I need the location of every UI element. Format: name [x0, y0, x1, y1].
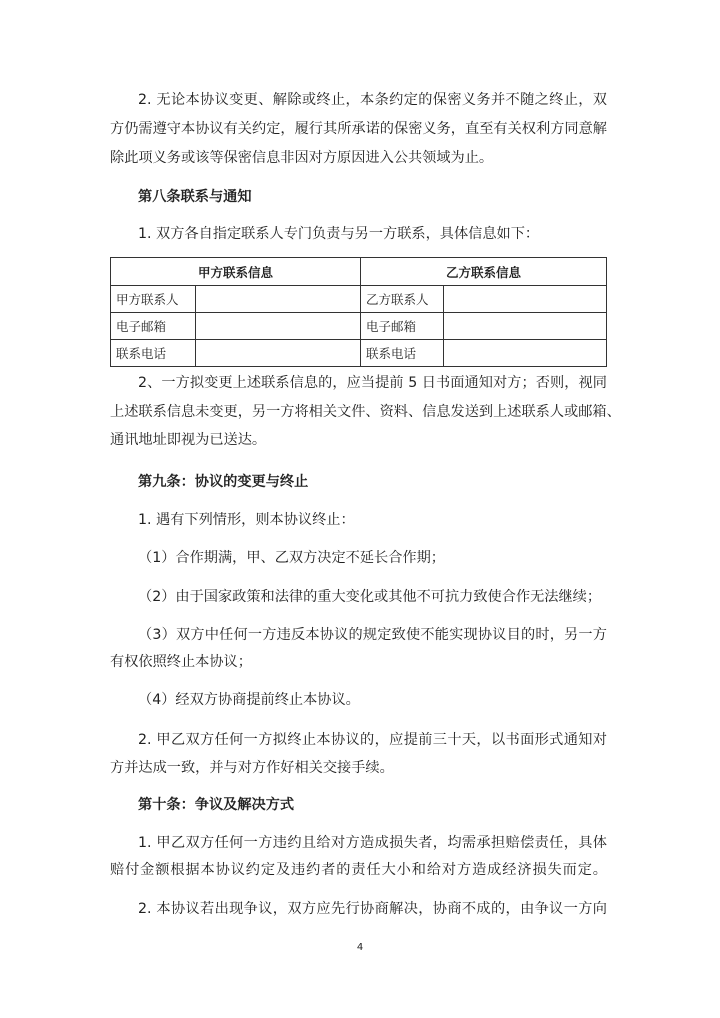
- paragraph-line: 1. 遇有下列情形，则本协议终止：: [138, 512, 355, 528]
- page-number: 4: [356, 942, 364, 953]
- paragraph-line: 上述联系信息未变更，另一方将相关文件、资料、信息发送到上述联系人或邮箱、: [110, 404, 621, 420]
- table-cell: [196, 340, 361, 367]
- table-cell: [196, 286, 361, 313]
- paragraph-line: （1）合作期满，甲、乙双方决定不延长合作期；: [138, 550, 445, 566]
- paragraph-line: 2. 本协议若出现争议，双方应先行协商解决，协商不成的，由争议一方向: [138, 901, 607, 917]
- contact-table: [110, 257, 607, 367]
- paragraph-line: 赔付金额根据本协议约定及违约者的责任大小和给对方造成经济损失而定。: [110, 862, 607, 878]
- paragraph-line: 2. 无论本协议变更、解除或终止，本条约定的保密义务并不随之终止，双: [138, 92, 607, 108]
- table-row: [111, 286, 607, 313]
- table-row: [111, 340, 607, 367]
- table-cell: 乙方联系人: [361, 286, 444, 313]
- section-heading: 第十条：争议及解决方式: [138, 797, 295, 813]
- paragraph-line: 1. 双方各自指定联系人专门负责与另一方联系，具体信息如下：: [138, 226, 540, 242]
- paragraph-line: 1. 甲乙双方任何一方违约且给对方造成损失者，均需承担赔偿责任，具体: [138, 835, 607, 851]
- table-row: [111, 313, 607, 340]
- paragraph-line: （2）由于国家政策和法律的重大变化或其他不可抗力致使合作无法继续；: [138, 589, 602, 605]
- section-heading: 第八条联系与通知: [138, 189, 252, 205]
- table-cell: 甲方联系人: [111, 286, 196, 313]
- table-header: 甲方联系信息: [111, 258, 361, 286]
- section-heading: 第九条：协议的变更与终止: [138, 474, 309, 490]
- table-cell: 联系电话: [361, 340, 444, 367]
- table-cell: 联系电话: [111, 340, 196, 367]
- paragraph-line: 方仍需遵守本协议有关约定，履行其所承诺的保密义务，直至有关权利方同意解: [110, 121, 607, 137]
- table-cell: 电子邮箱: [361, 313, 444, 340]
- paragraph-line: 通讯地址即视为已送达。: [110, 432, 267, 448]
- paragraph-line: 方并达成一致，并与对方作好相关交接手续。: [110, 760, 394, 776]
- table-cell: [196, 313, 361, 340]
- table-cell: [444, 340, 607, 367]
- table-cell: 电子邮箱: [111, 313, 196, 340]
- paragraph-line: 2、一方拟变更上述联系信息的，应当提前 5 日书面通知对方；否则，视同: [138, 375, 607, 391]
- paragraph-line: 有权依照终止本协议；: [110, 654, 252, 670]
- table-header: 乙方联系信息: [361, 258, 607, 286]
- table-cell: [444, 313, 607, 340]
- paragraph-line: 除此项义务或该等保密信息非因对方原因进入公共领域为止。: [110, 150, 494, 166]
- paragraph-line: 2. 甲乙双方任何一方拟终止本协议的，应提前三十天，以书面形式通知对: [138, 732, 607, 748]
- table-cell: [444, 286, 607, 313]
- paragraph-line: （4）经双方协商提前终止本协议。: [138, 692, 360, 708]
- paragraph-line: （3）双方中任何一方违反本协议的规定致使不能实现协议目的时，另一方: [138, 627, 607, 643]
